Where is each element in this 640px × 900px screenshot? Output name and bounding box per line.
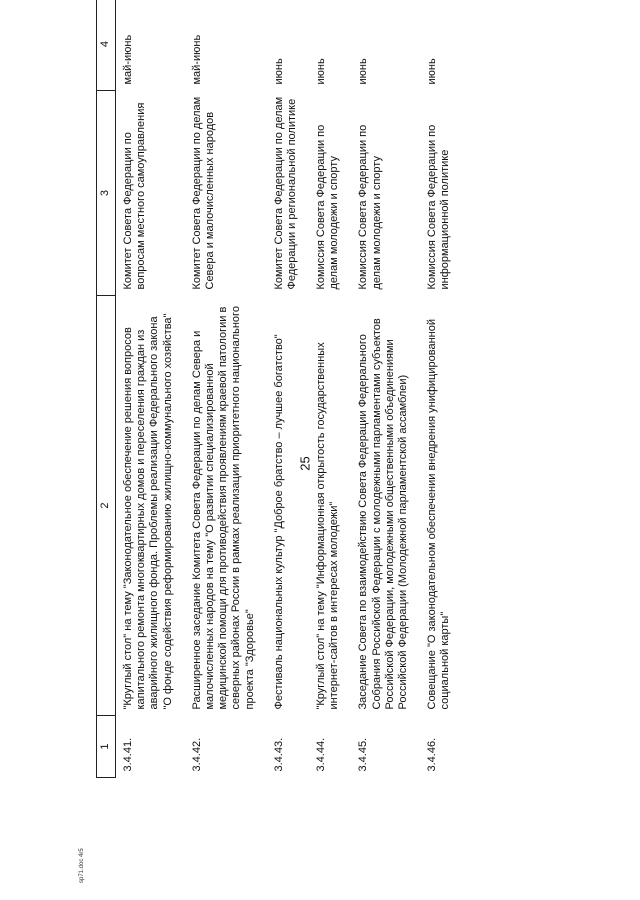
event-description: Расширенное заседание Комитета Совета Федерации по делам Севера и малочисленных народов на тему "О развитии специализированной медицинской помощи для противодействия проявлениям краевой патологии в северных районах России в рамках реализации приоритетного национального проекта "Здоровье" — [190, 306, 256, 710]
responsible-committee: Комиссия Совета Федерации по делам молодежи и спорту — [315, 124, 341, 290]
table-row — [351, 0, 420, 778]
row-number: 3.4.43. — [272, 737, 285, 772]
responsible-committee: Комиссия Совета Федерации по информационной политике — [426, 124, 452, 290]
plan-table — [96, 0, 640, 778]
event-date: июнь — [315, 58, 328, 85]
column-header-4: 4 — [97, 0, 116, 91]
responsible-committee: Комиссия Совета Федерации по делам молодежи и спорту — [357, 124, 383, 290]
event-description: "Круглый стол" на тему "Информационная открытость государственных интернет-сайтов в интересах молодежи" — [315, 342, 341, 710]
event-description: Совещание "О законодательном обеспечении внедрения унифицированной социальной карты" — [426, 319, 452, 710]
row-number: 3.4.41. — [122, 737, 134, 772]
column-header-3: 3 — [97, 91, 116, 296]
table-row — [420, 0, 462, 778]
table-row — [309, 0, 351, 778]
table-row — [116, 0, 185, 778]
table-row — [185, 0, 267, 778]
column-header-2: 2 — [97, 296, 116, 716]
event-date: июнь — [357, 58, 370, 85]
event-date: май-июнь — [122, 34, 134, 85]
footer-file-mark: sp71.doc 4r5 — [79, 848, 85, 883]
event-description: "Круглый стол" на тему "Законодательное обеспечение решения вопросов капитального ремонта многоквартирных домов и переселения граждан из аварийного жилищного фонда. Проблемы реализации Федерального закона "О фонде содействия реформированию жилищно-коммунального хозяйства" — [122, 313, 174, 710]
event-date: июнь — [426, 58, 439, 85]
column-header-1: 1 — [97, 716, 116, 778]
event-date: май-июнь — [190, 34, 203, 85]
responsible-committee: Комитет Совета Федерации по вопросам местного самоуправления — [122, 102, 148, 290]
row-number: 3.4.46. — [426, 737, 439, 772]
row-number: 3.4.44. — [315, 737, 328, 772]
responsible-committee: Комитет Совета Федерации по делам Федерации и региональной политике — [272, 96, 298, 290]
event-description: Заседание Совета по взаимодействию Совета Федерации Федерального Собрания Российской Федерации с молодежными парламентами субъектов Российской Федерации, молодежными общественными объединениями Российской Федерации (Молодежной парламентской ассамблеи) — [357, 318, 409, 710]
row-number: 3.4.42. — [190, 737, 203, 772]
row-number: 3.4.45. — [357, 737, 370, 772]
table-row — [267, 0, 309, 778]
responsible-committee: Комитет Совета Федерации по делам Севера и малочисленных народов — [190, 96, 216, 290]
page-number: 25 — [297, 456, 313, 471]
event-description: Фестиваль национальных культур "Доброе братство – лучшее богатство" — [272, 334, 285, 710]
event-date: июнь — [272, 58, 285, 85]
